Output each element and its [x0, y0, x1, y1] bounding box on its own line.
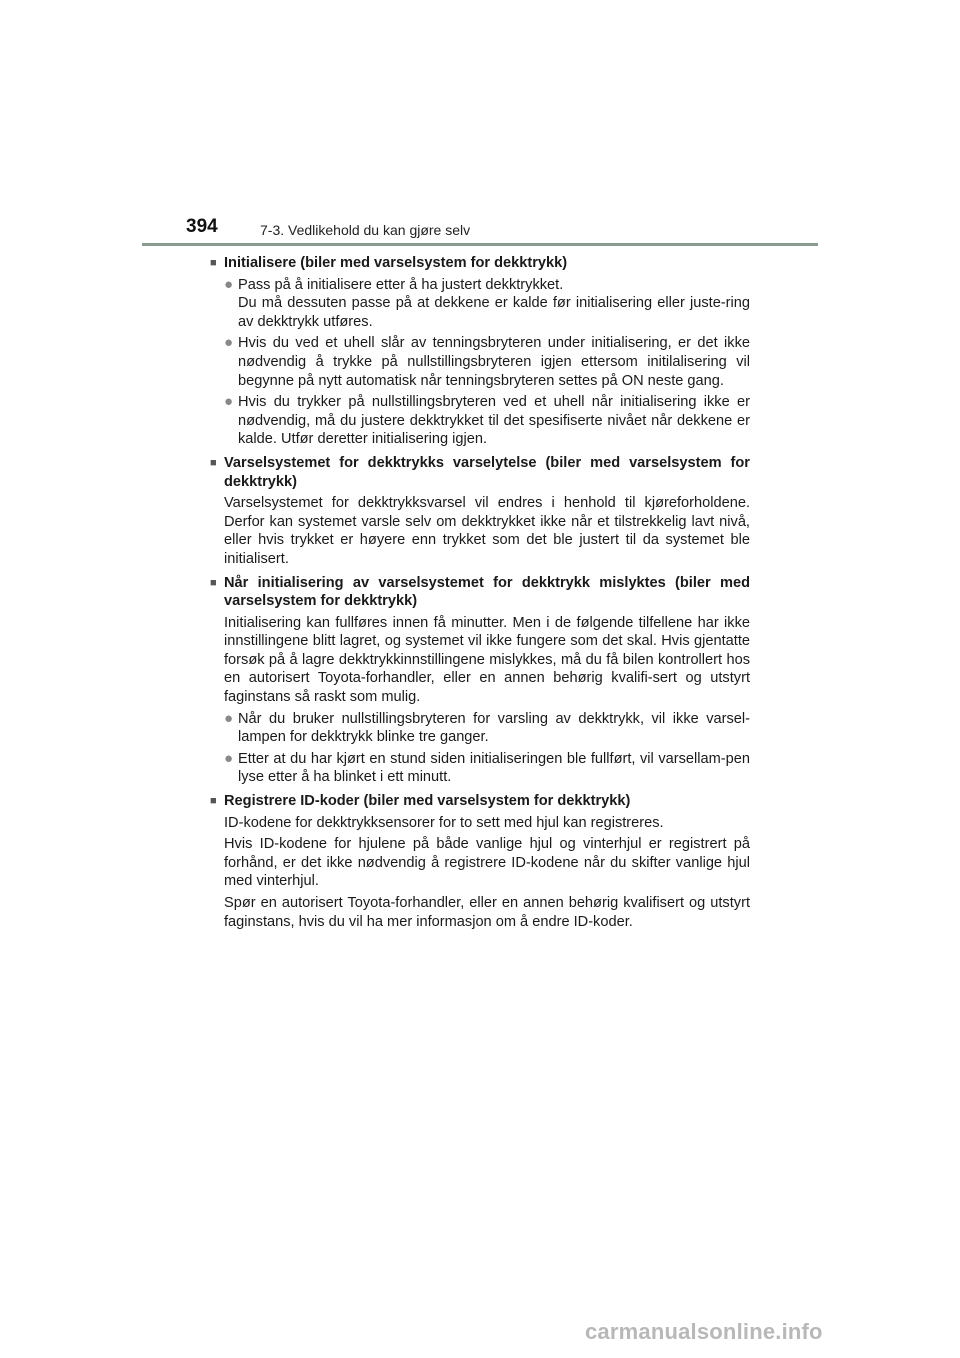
- section-heading-text: Initialisere (biler med varselsystem for dekktrykk): [224, 255, 568, 271]
- section-initialize: [210, 254, 750, 449]
- section-heading: [210, 574, 750, 611]
- watermark: carmanualsonline.info: [585, 1319, 823, 1344]
- list-item: [224, 276, 750, 332]
- circle-bullet-icon: ●: [224, 275, 234, 293]
- page-content: [210, 254, 750, 936]
- list-item-text: Hvis du ved et uhell slår av tenningsbryteren under initialisering, er det ikke nødvendig å trykke på nullstillingsbryteren igjen ettersom initilalisering vil begynne på nytt automatisk når tenningsbryteren settes på ON neste gang.: [238, 335, 750, 389]
- section-heading: [210, 254, 750, 273]
- chapter-title: 7-3. Vedlikehold du kan gjøre selv: [260, 222, 471, 238]
- square-bullet-icon: ■: [210, 795, 217, 808]
- list-item-text: Når du bruker nullstillingsbryteren for varsling av dekktrykk, vil ikke varsel-lampen for dekktrykk blinke tre ganger.: [238, 710, 750, 746]
- section-warning-performance: [210, 454, 750, 569]
- section-initialization-failed: [210, 574, 750, 788]
- section-heading-text: Når initialisering av varselsystemet for dekktrykk mislyktes (biler med varselsystem for dekktrykk): [224, 574, 750, 610]
- paragraph: Initialisering kan fullføres innen få minutter. Men i de følgende tilfellene har ikke innstillingene blitt lagret, og systemet vil ikke fungere som det skal. Hvis gjentatte forsøk på å lagre dekktrykkinnstillingene mislykkes, må du få bilen kontrollert hos en autorisert Toyota-forhandler, eller en annen behørig kvalifi-sert og utstyrt faginstans så raskt som mulig.: [224, 614, 750, 706]
- circle-bullet-icon: ●: [224, 749, 234, 767]
- list-item-text: Etter at du har kjørt en stund siden initialiseringen ble fullført, vil varsellam-pen lyse etter å ha blinket i ett minutt.: [238, 750, 750, 786]
- square-bullet-icon: ■: [210, 257, 217, 269]
- circle-bullet-icon: ●: [224, 334, 234, 352]
- square-bullet-icon: ■: [210, 456, 217, 469]
- list-item: [224, 334, 750, 390]
- section-heading-text: Registrere ID-koder (biler med varselsystem for dekktrykk): [224, 793, 631, 810]
- circle-bullet-icon: ●: [224, 393, 234, 411]
- header-divider: [142, 243, 818, 246]
- square-bullet-icon: ■: [210, 576, 217, 589]
- paragraph: Hvis ID-kodene for hjulene på både vanlige hjul og vinterhjul er registrert på forhånd, er det ikke nødvendig å registrere ID-kodene når du skifter vanlige hjul med vinterhjul.: [224, 836, 750, 890]
- paragraph: ID-kodene for dekktrykksensorer for to sett med hjul kan registreres.: [224, 814, 664, 831]
- section-heading: [210, 792, 750, 811]
- paragraph: Varselsystemet for dekktrykksvarsel vil endres i henhold til kjøreforholdene. Derfor kan systemet varsle selv om dekktrykket ikke når et tilstrekkelig lavt nivå, eller hvis trykket er høyere enn trykket som det ble justert til da systemet ble initialisert.: [224, 495, 750, 567]
- list-item-text: Hvis du trykker på nullstillingsbryteren ved et uhell når initialisering ikke er nødvendig, må du justere dekktrykket til det spesifiserte nivået når dekkene er kalde. Utfør deretter initialisering igjen.: [238, 394, 750, 448]
- page-number: 394: [186, 216, 218, 237]
- circle-bullet-icon: ●: [224, 709, 234, 727]
- list-item: [224, 750, 750, 787]
- list-item: [224, 710, 750, 747]
- paragraph: Spør en autorisert Toyota-forhandler, eller en annen behørig kvalifisert og utstyrt faginstans, hvis du vil ha mer informasjon om å endre ID-koder.: [224, 895, 750, 930]
- section-register-id-codes: [210, 792, 750, 931]
- list-item-text: Pass på å initialisere etter å ha justert dekktrykket.: [238, 276, 564, 293]
- section-heading: [210, 454, 750, 491]
- list-item-text: Du må dessuten passe på at dekkene er kalde før initialisering eller juste-ring av dekktrykk utføres.: [238, 295, 750, 330]
- list-item: [224, 393, 750, 449]
- section-heading-text: Varselsystemet for dekktrykks varselytelse (biler med varselsystem for dekktrykk): [224, 454, 750, 490]
